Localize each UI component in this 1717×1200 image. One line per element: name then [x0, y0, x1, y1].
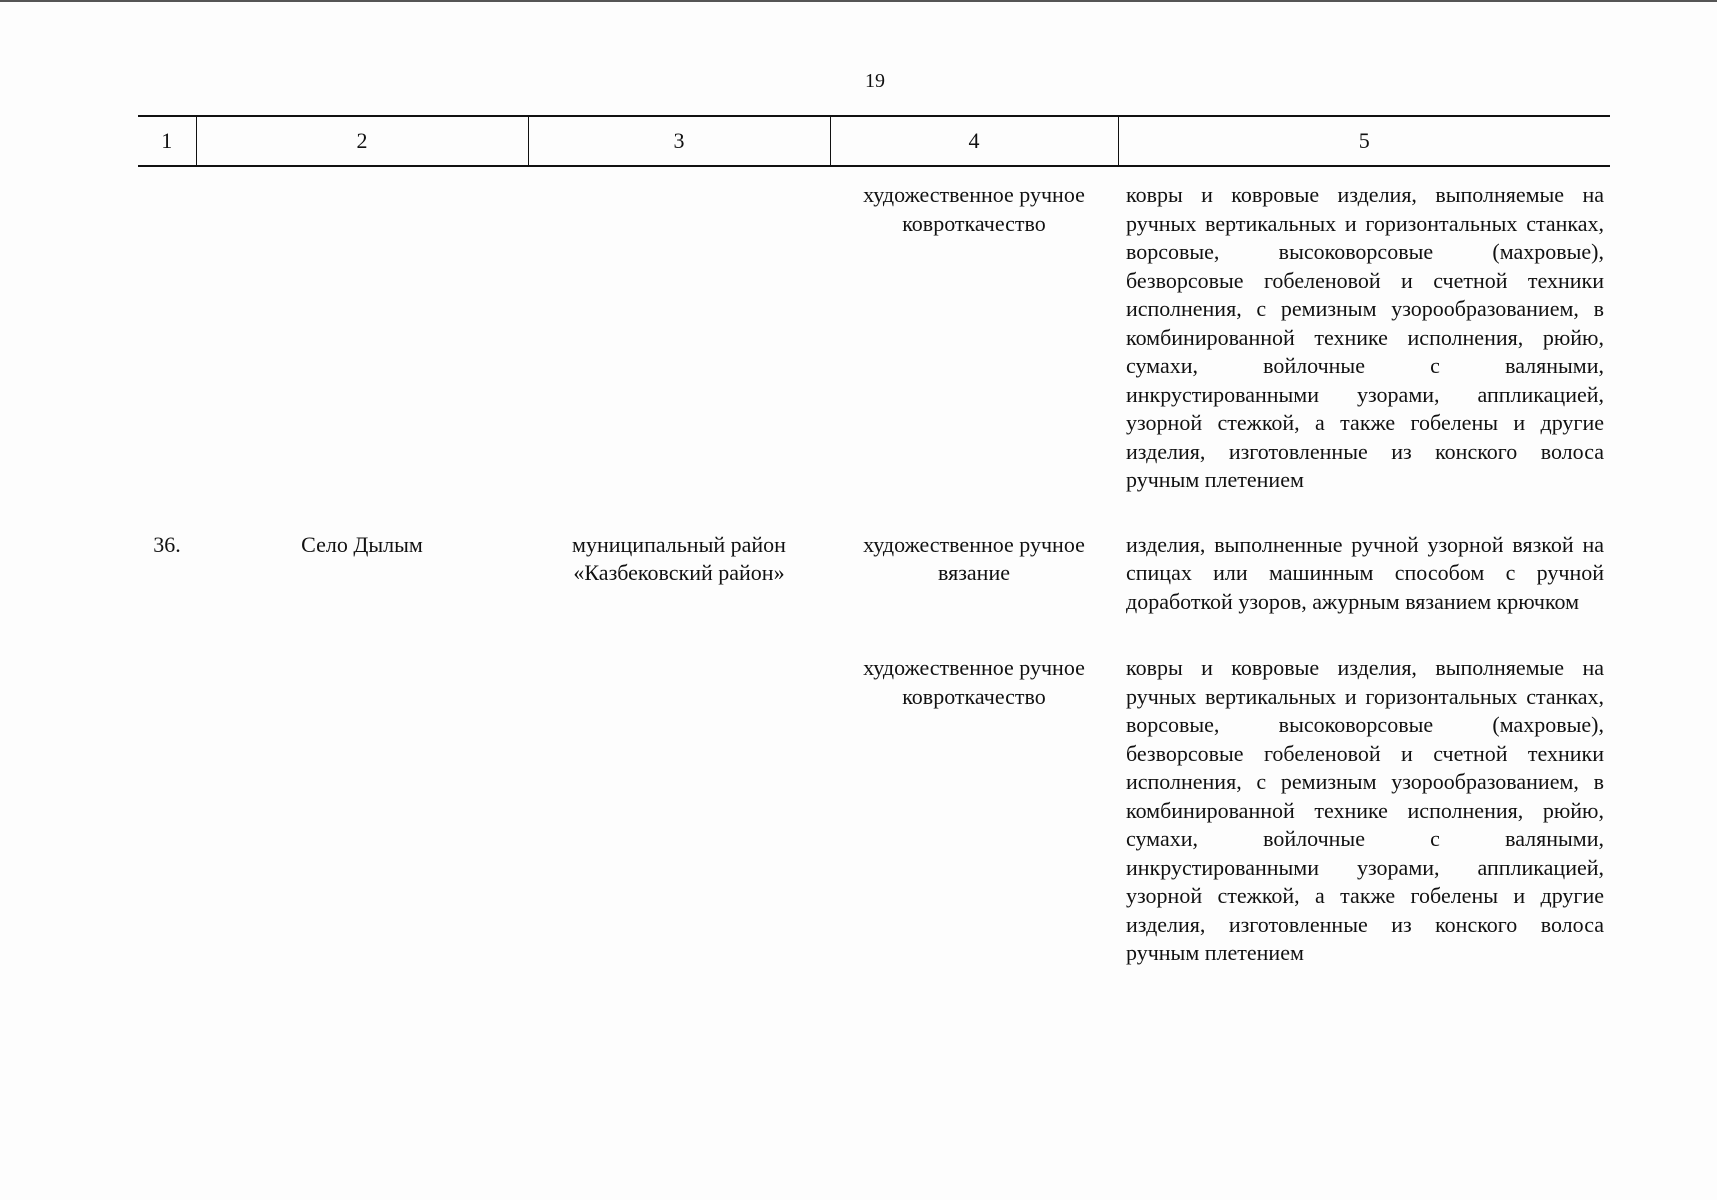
header-col-1: 1 [138, 116, 196, 166]
craft-description: изделия, выполненные ручной узорной вязкой на спицах или машинным способом с ручной доработкой узоров, ажурным вязанием крючком [1126, 531, 1604, 614]
row-number: 36. [153, 531, 181, 557]
district-name [528, 636, 830, 968]
table-row [138, 513, 1610, 637]
header-row [138, 116, 1610, 166]
settlement-name: Село Дылым [301, 531, 423, 557]
district-name [528, 166, 830, 513]
craft-type: художественное ручное ковроткачество [863, 182, 1085, 236]
district-name: муниципальный район «Казбековский район» [572, 531, 786, 585]
craft-type: художественное ручное вязание [863, 531, 1085, 585]
table-row [138, 166, 1610, 513]
row-number [138, 166, 196, 513]
table-header [138, 116, 1610, 166]
table-row [138, 636, 1610, 968]
craft-description: ковры и ковровые изделия, выполняемые на ручных вертикальных и горизонтальных станках, ворсовые, высоковорсовые (махровые), безворсовые гобеленовой и счетной техники исполнения, с ремизным узорообразованием, в комбинированной технике исполнения, рюйю, сумахи, войлочные с валяными, инкрустированными узорами, аппликацией, узорной стежкой, а также гобелены и другие изделия, изготовленные из конского волоса ручным плетением [1126, 655, 1604, 965]
page-number: 19 [865, 70, 885, 92]
header-col-2: 2 [196, 116, 528, 166]
header-col-5: 5 [1118, 116, 1610, 166]
settlement-name [196, 166, 528, 513]
table-body [138, 166, 1610, 968]
craft-type: художественное ручное ковроткачество [863, 655, 1085, 709]
craft-description: ковры и ковровые изделия, выполняемые на ручных вертикальных и горизонтальных станках, ворсовые, высоковорсовые (махровые), безворсовые гобеленовой и счетной техники исполнения, с ремизным узорообразованием, в комбинированной технике исполнения, рюйю, сумахи, войлочные с валяными, инкрустированными узорами, аппликацией, узорной стежкой, а также гобелены и другие изделия, изготовленные из конского волоса ручным плетением [1126, 182, 1604, 492]
header-col-4: 4 [830, 116, 1118, 166]
scan-top-edge [0, 0, 1717, 2]
crafts-table [138, 115, 1610, 968]
settlement-name [196, 636, 528, 968]
header-col-3: 3 [528, 116, 830, 166]
row-number [138, 636, 196, 968]
